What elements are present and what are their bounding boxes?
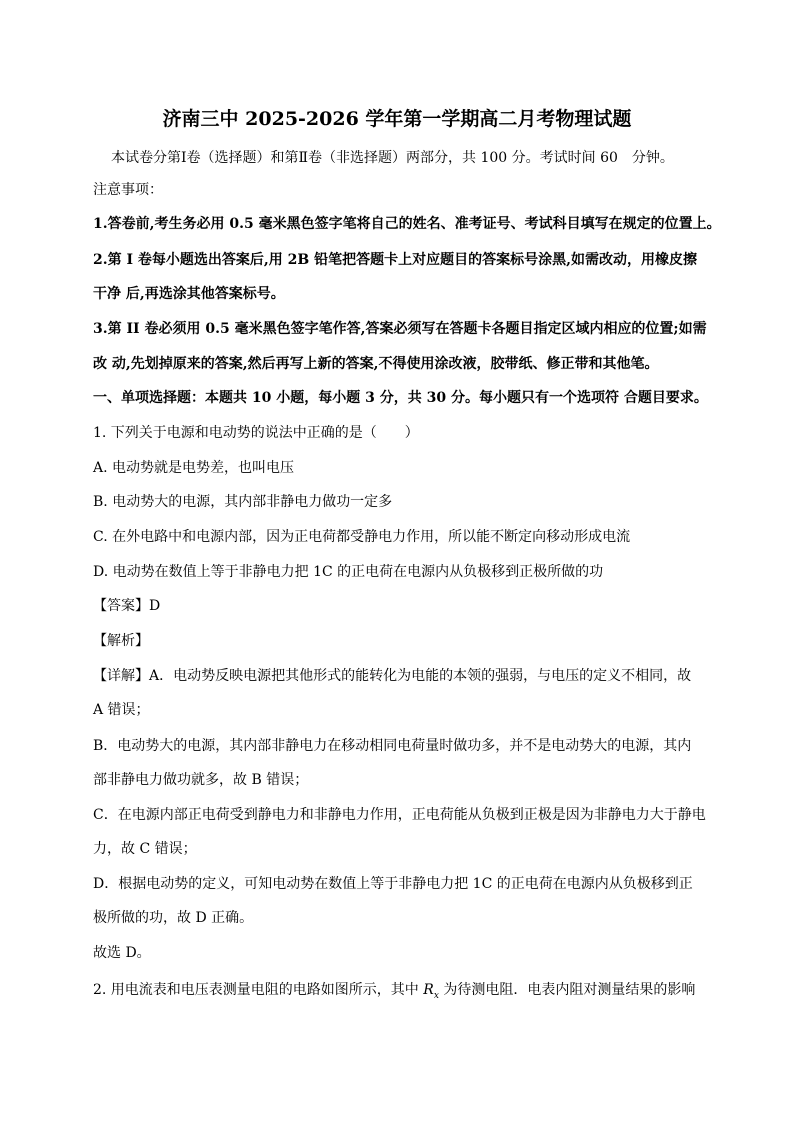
analysis-line: 部非静电力做功就多，故 B 错误； xyxy=(93,772,309,788)
stem-text: 2. 用电流表和电压表测量电阻的电路如图所示，其中 xyxy=(93,982,424,998)
option-c: C. 在外电路中和电源内部，因为正电荷都受静电力作用，所以能不断定向移动形成电流 xyxy=(93,529,631,545)
notice-item: 改 动,先划掉原来的答案,然后再写上新的答案,不得使用涂改液，胶带纸、修正带和其他笔。 xyxy=(93,356,659,372)
analysis-line: 极所做的功，故 D 正确。 xyxy=(93,910,254,926)
resistor-symbol: R xyxy=(423,982,434,998)
stem-text: 为待测电阻．电表内阻对测量结果的影响 xyxy=(438,982,696,998)
answer-label: 【答案】D xyxy=(93,598,161,614)
resistor-subscript: x xyxy=(433,990,439,1001)
question-stem xyxy=(93,980,695,1006)
exam-intro: 本试卷分第Ⅰ卷（选择题）和第Ⅱ卷（非选择题）两部分，共 100 分。考试时间 60 分钟。 xyxy=(111,150,674,166)
notice-heading: 注意事项： xyxy=(93,182,163,198)
analysis-line: C．在电源内部正电荷受到静电力和非静电力作用，正电荷能从负极到正极是因为非静电力大于静电 xyxy=(93,807,706,823)
analysis-line: B．电动势大的电源，其内部非静电力在移动相同电荷量时做功多，并不是电动势大的电源，其内 xyxy=(93,738,692,754)
notice-item: 2.第 I 卷每小题选出答案后,用 2B 铅笔把答题卡上对应题目的答案标号涂黑,如需改动，用橡皮擦 xyxy=(93,252,697,268)
option-b: B. 电动势大的电源，其内部非静电力做功一定多 xyxy=(93,494,393,510)
analysis-line: 故选 D。 xyxy=(93,945,151,961)
option-d: D. 电动势在数值上等于非静电力把 1C 的正电荷在电源内从负极移到正极所做的功 xyxy=(93,564,604,580)
notice-item: 3.第 II 卷必须用 0.5 毫米黑色签字笔作答,答案必须写在答题卡各题目指定区域内相应的位置;如需 xyxy=(93,321,707,337)
analysis-line: A 错误； xyxy=(93,702,150,718)
question-stem: 1. 下列关于电源和电动势的说法中正确的是（ ） xyxy=(93,425,419,441)
notice-item: 1.答卷前,考生务必用 0.5 毫米黑色签字笔将自己的姓名、准考证号、考试科目填写在规定的位置上。 xyxy=(93,216,721,232)
option-a: A. 电动势就是电势差，也叫电压 xyxy=(93,460,295,476)
page-title: 济南三中 2025-2026 学年第一学期高二月考物理试题 xyxy=(162,108,632,130)
analysis-line: 力，故 C 错误； xyxy=(93,841,197,857)
section-heading: 一、单项选择题：本题共 10 小题，每小题 3 分，共 30 分。每小题只有一个选项符 合题目要求。 xyxy=(93,390,708,406)
analysis-line: 【详解】A．电动势反映电源把其他形式的能转化为电能的本领的强弱，与电压的定义不相同，故 xyxy=(93,668,692,684)
notice-item: 干净 后,再选涂其他答案标号。 xyxy=(93,286,285,302)
analysis-heading: 【解析】 xyxy=(93,633,149,649)
analysis-line: D．根据电动势的定义，可知电动势在数值上等于非静电力把 1C 的正电荷在电源内从负极移到正 xyxy=(93,876,693,892)
